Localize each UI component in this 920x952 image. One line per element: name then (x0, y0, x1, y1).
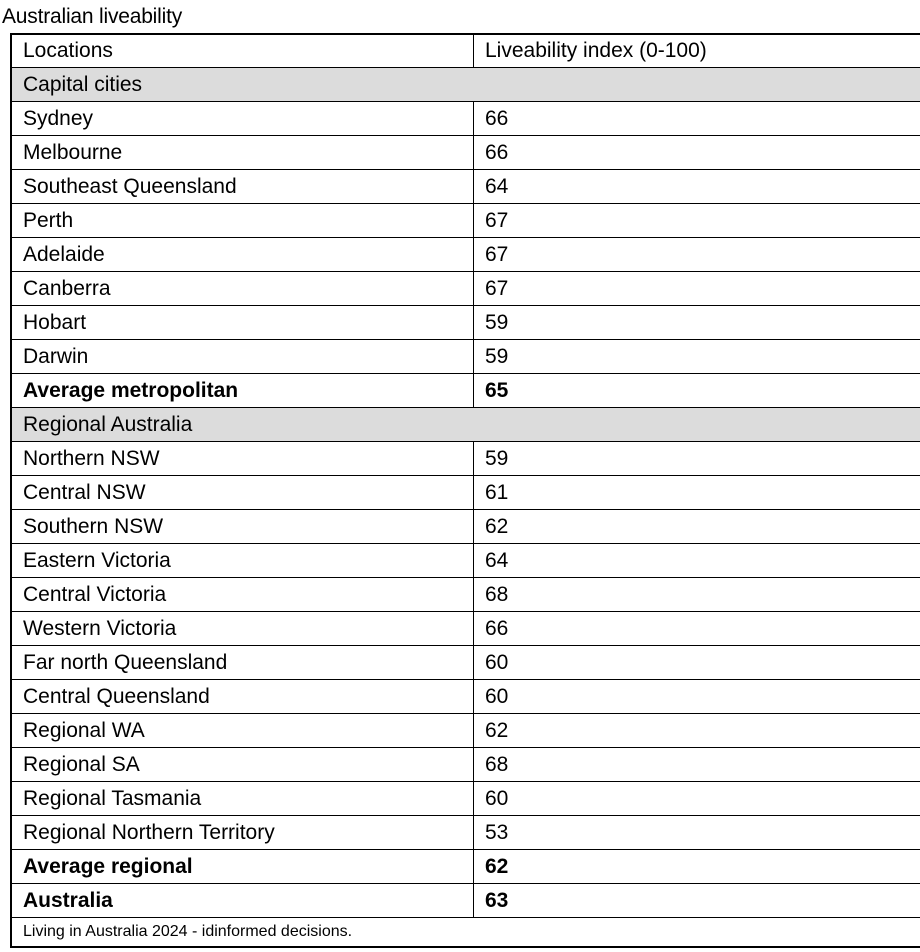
location-cell: Canberra (11, 272, 474, 306)
average-metropolitan-row (11, 374, 920, 408)
location-cell: Adelaide (11, 238, 474, 272)
location-cell: Regional WA (11, 714, 474, 748)
page-title: Australian liveability (2, 5, 183, 28)
liveability-table (10, 33, 920, 948)
australia-row (11, 884, 920, 918)
index-cell: 64 (474, 544, 920, 578)
average-metropolitan-value: 65 (474, 374, 920, 408)
average-regional-row (11, 850, 920, 884)
table-row (11, 646, 920, 680)
table-row (11, 204, 920, 238)
index-cell: 59 (474, 442, 920, 476)
index-cell: 53 (474, 816, 920, 850)
average-metropolitan-label: Average metropolitan (11, 374, 474, 408)
table-row (11, 170, 920, 204)
section-row-capital-cities (11, 68, 920, 102)
location-cell: Regional SA (11, 748, 474, 782)
location-cell: Far north Queensland (11, 646, 474, 680)
location-cell: Perth (11, 204, 474, 238)
location-cell: Central Victoria (11, 578, 474, 612)
table-row (11, 782, 920, 816)
index-cell: 60 (474, 782, 920, 816)
header-locations: Locations (11, 34, 474, 68)
table-row (11, 340, 920, 374)
table-row (11, 442, 920, 476)
table-row (11, 272, 920, 306)
index-cell: 67 (474, 272, 920, 306)
table-body (11, 34, 920, 947)
index-cell: 59 (474, 340, 920, 374)
average-regional-label: Average regional (11, 850, 474, 884)
table-header-row (11, 34, 920, 68)
location-cell: Southeast Queensland (11, 170, 474, 204)
location-cell: Northern NSW (11, 442, 474, 476)
index-cell: 68 (474, 578, 920, 612)
index-cell: 62 (474, 510, 920, 544)
table-row (11, 476, 920, 510)
table-row (11, 816, 920, 850)
index-cell: 66 (474, 136, 920, 170)
index-cell: 66 (474, 612, 920, 646)
table-row (11, 510, 920, 544)
index-cell: 62 (474, 714, 920, 748)
table-row (11, 102, 920, 136)
source-row (11, 918, 920, 948)
index-cell: 59 (474, 306, 920, 340)
table-row (11, 136, 920, 170)
australia-value: 63 (474, 884, 920, 918)
location-cell: Darwin (11, 340, 474, 374)
location-cell: Regional Tasmania (11, 782, 474, 816)
index-cell: 67 (474, 204, 920, 238)
location-cell: Western Victoria (11, 612, 474, 646)
index-cell: 68 (474, 748, 920, 782)
location-cell: Southern NSW (11, 510, 474, 544)
index-cell: 67 (474, 238, 920, 272)
location-cell: Sydney (11, 102, 474, 136)
average-regional-value: 62 (474, 850, 920, 884)
section-label-regional-australia: Regional Australia (11, 408, 920, 442)
table-row (11, 748, 920, 782)
table-row (11, 306, 920, 340)
source-note: Living in Australia 2024 - idinformed decisions. (11, 918, 920, 948)
index-cell: 64 (474, 170, 920, 204)
index-cell: 66 (474, 102, 920, 136)
section-label-capital-cities: Capital cities (11, 68, 920, 102)
index-cell: 60 (474, 680, 920, 714)
table-row (11, 544, 920, 578)
location-cell: Central NSW (11, 476, 474, 510)
index-cell: 61 (474, 476, 920, 510)
index-cell: 60 (474, 646, 920, 680)
section-row-regional-australia (11, 408, 920, 442)
table-row (11, 578, 920, 612)
location-cell: Eastern Victoria (11, 544, 474, 578)
table-row (11, 238, 920, 272)
australia-label: Australia (11, 884, 474, 918)
table-row (11, 714, 920, 748)
table-row (11, 680, 920, 714)
location-cell: Central Queensland (11, 680, 474, 714)
location-cell: Melbourne (11, 136, 474, 170)
location-cell: Regional Northern Territory (11, 816, 474, 850)
header-liveability-index: Liveability index (0-100) (474, 34, 920, 68)
location-cell: Hobart (11, 306, 474, 340)
table-row (11, 612, 920, 646)
